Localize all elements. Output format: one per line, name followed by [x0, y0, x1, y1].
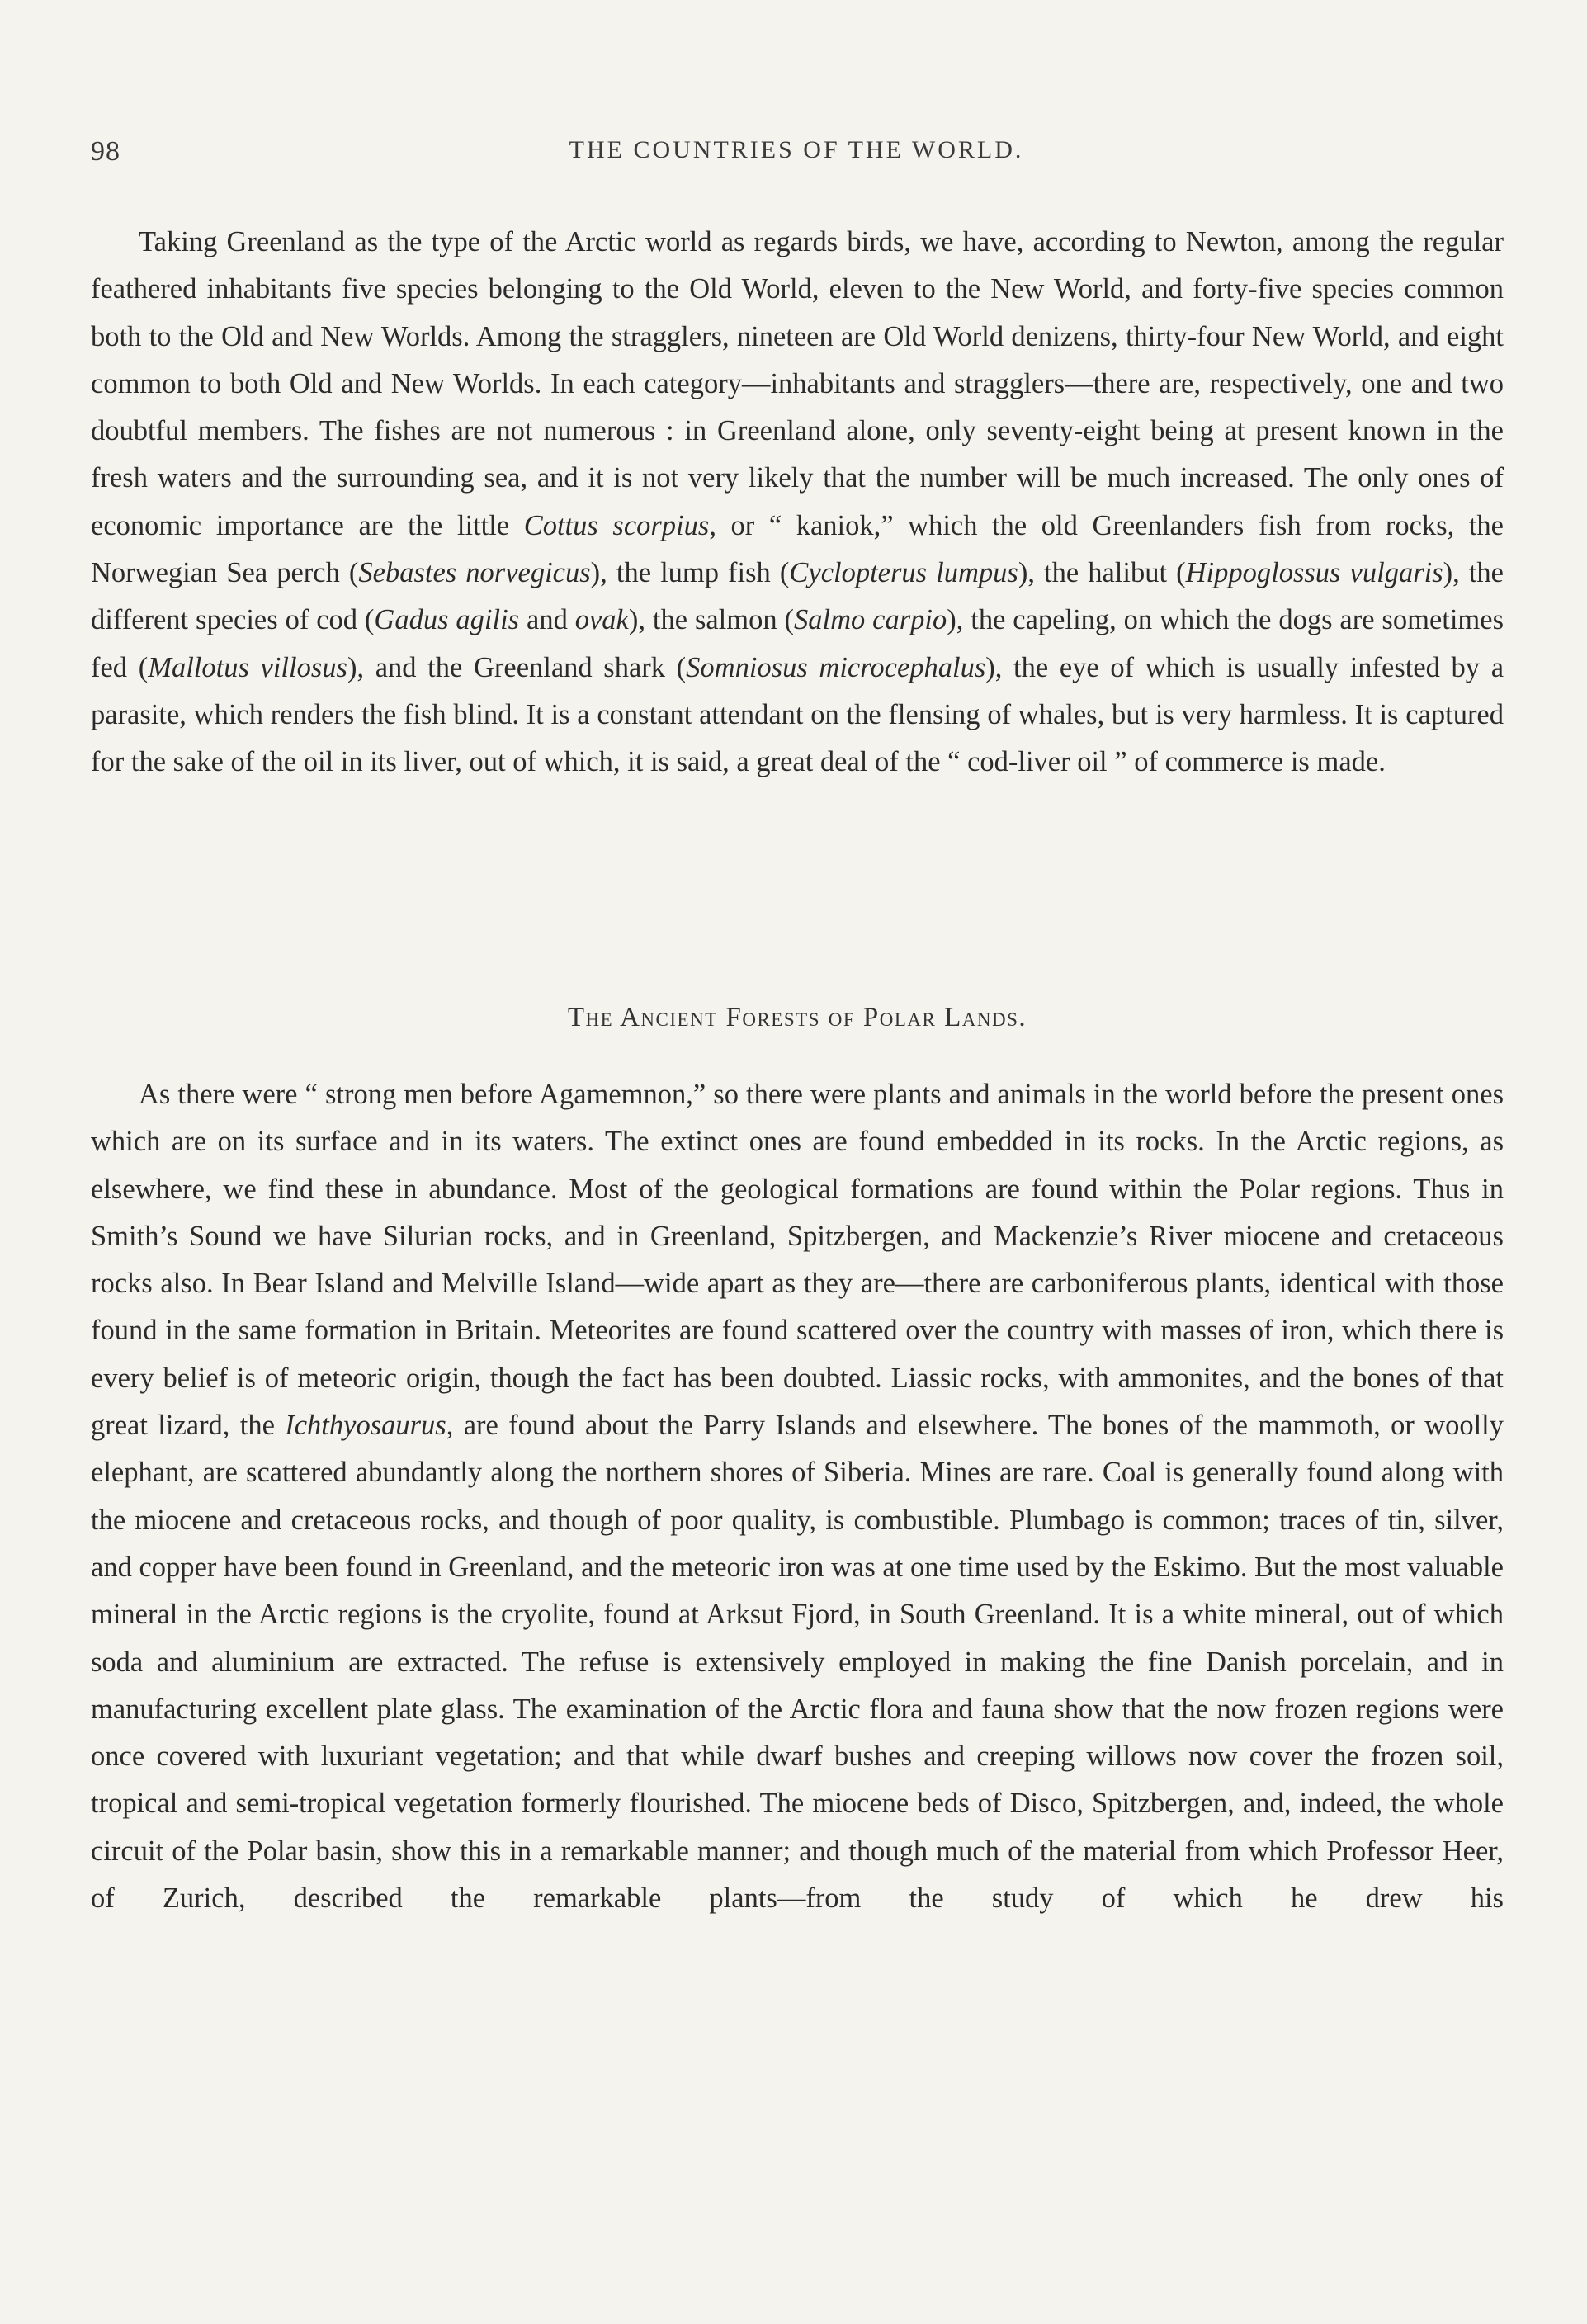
species-name: Cottus scorpius: [523, 509, 710, 541]
paragraph-birds-fishes: Taking Greenland as the type of the Arctic world as regards birds, we have, according to Newton, among the regular feathered inhabitants five species belonging to the Old World, eleven to the New World, and forty-five species common both to the Old and New Worlds. Among the stragglers, nineteen are Old World denizens, thirty-four New World, and eight common to both Old and New Worlds. In each category—inhabitants and stragglers—there are, respectively, one and two doubtful members. The fishes are not numerous : in Greenland alone, only seventy-eight being at present known in the fresh waters and the surrounding sea, and it is not very likely that the number will be much increased. The only ones of economic importance are the little Cottus scorpius, or “ kaniok,” which the old Greenlanders fish from rocks, the Norwegian Sea perch (Sebastes norvegicus), the lump fish (Cyclopterus lumpus), the halibut (Hippoglossus vulgaris), the different species of cod (Gadus agilis and ovak), the salmon (Salmo carpio), the capeling, on which the dogs are sometimes fed (Mallotus villosus), and the Greenland shark (Somniosus microcephalus), the eye of which is usually infested by a parasite, which renders the fish blind. It is a constant attendant on the flensing of whales, but is very harmless. It is captured for the sake of the oil in its liver, out of which, it is said, a great deal of the “ cod-liver oil ” of commerce is made.: [91, 226, 1504, 778]
running-head: THE COUNTRIES OF THE WORLD.: [569, 136, 1024, 163]
page-header: [91, 136, 1502, 177]
text-block-birds-fishes: [91, 219, 1504, 786]
species-name: Somniosus microcephalus: [686, 651, 986, 683]
species-name: ovak: [574, 604, 629, 636]
species-name: Salmo carpio: [794, 604, 947, 636]
species-name: Sebastes norvegicus: [358, 557, 591, 589]
species-name: Cyclopterus lumpus: [789, 557, 1018, 589]
species-name: Gadus agilis: [374, 604, 520, 636]
paragraph-ancient-forests: As there were “ strong men before Agamemnon,” so there were plants and animals in the world before the present ones which are on its surface and in its waters. The extinct ones are found embedded in its rocks. In the Arctic regions, as elsewhere, we find these in abundance. Most of the geological formations are found within the Polar regions. Thus in Smith’s Sound we have Silurian rocks, and in Greenland, Spitzbergen, and Mackenzie’s River miocene and cretaceous rocks also. In Bear Island and Melville Island—wide apart as they are—there are carboniferous plants, identical with those found in the same formation in Britain. Meteorites are found scattered over the country with masses of iron, which there is every belief is of meteoric origin, though the fact has been doubted. Liassic rocks, with ammonites, and the bones of that great lizard, the Ichthyosaurus, are found about the Parry Islands and elsewhere. The bones of the mammoth, or woolly elephant, are scattered abundantly along the northern shores of Siberia. Mines are rare. Coal is generally found along with the miocene and cretaceous rocks, and though of poor quality, is combustible. Plumbago is common; traces of tin, silver, and copper have been found in Greenland, and the meteoric iron was at one time used by the Eskimo. But the most valuable mineral in the Arctic regions is the cryolite, found at Arksut Fjord, in South Greenland. It is a white mineral, out of which soda and aluminium are extracted. The refuse is extensively employed in making the fine Danish porcelain, and in manufacturing excellent plate glass. The examination of the Arctic flora and fauna show that the now frozen regions were once covered with luxuriant vegetation; and that while dwarf bushes and creeping willows now cover the frozen soil, tropical and semi-tropical vegetation formerly flourished. The miocene beds of Disco, Spitzbergen, and, indeed, the whole circuit of the Polar basin, show this in a remarkable manner; and though much of the material from which Professor Heer, of Zurich, described the remarkable plants—from the study of which he drew his: [91, 1079, 1504, 1915]
text-block-ancient-forests: [91, 1071, 1504, 1922]
species-name: Hippoglossus vulgaris: [1185, 557, 1443, 589]
species-name: Ichthyosaurus: [285, 1410, 446, 1442]
species-name: Mallotus villosus: [148, 651, 347, 683]
page-number: 98: [91, 136, 120, 167]
section-heading: The Ancient Forests of Polar Lands.: [567, 1003, 1027, 1032]
